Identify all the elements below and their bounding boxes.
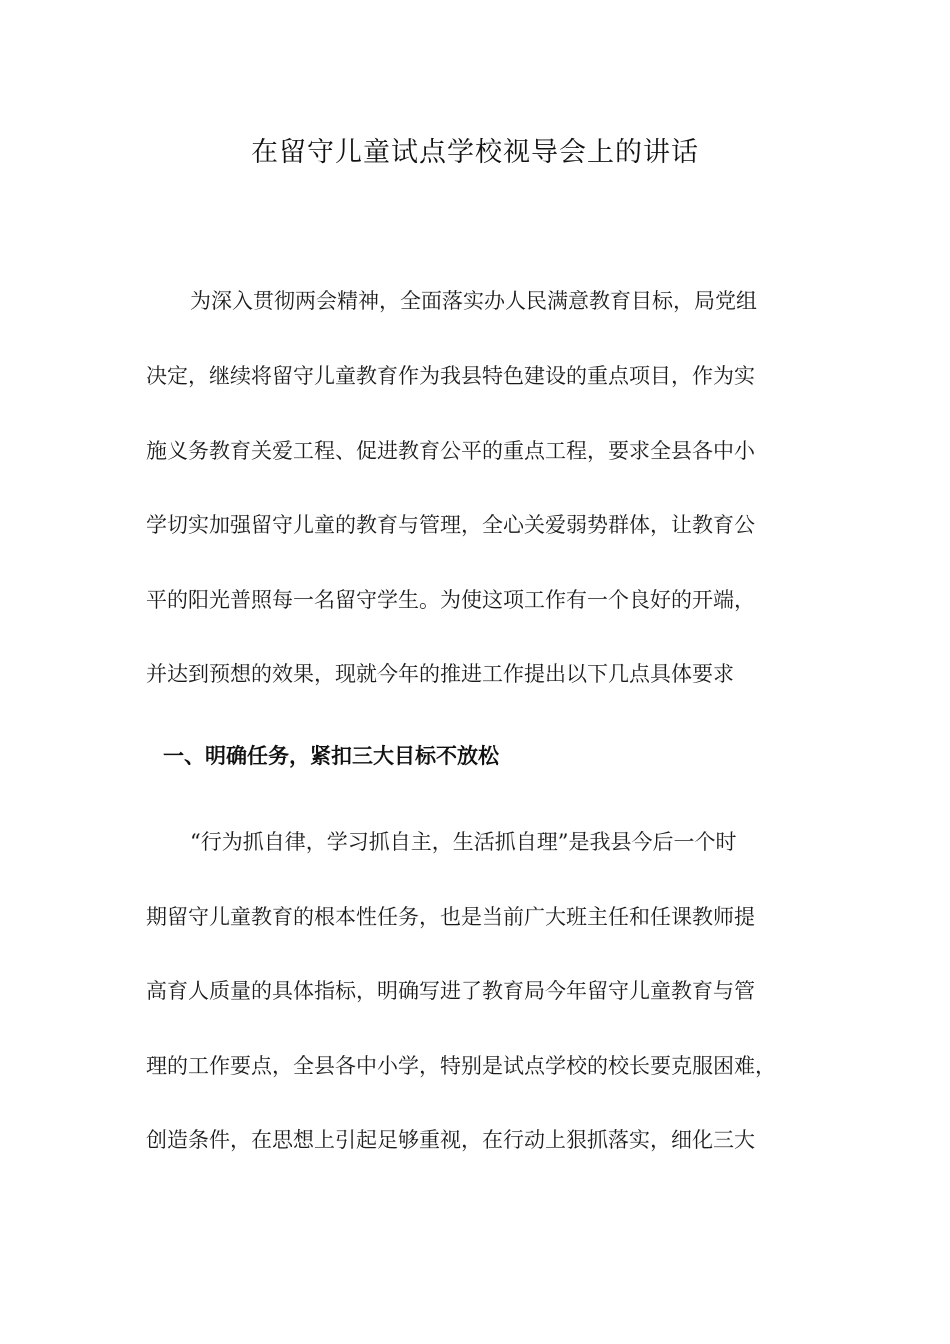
paragraph-line: 决定，继续将留守儿童教育作为我县特色建设的重点项目，作为实 [146,364,755,388]
section-heading: 一、明确任务，紧扣三大目标不放松 [163,744,499,768]
paragraph-line: 高育人质量的具体指标，明确写进了教育局今年留守儿童教育与管 [146,979,755,1003]
paragraph-line: “行为抓自律，学习抓自主，生活抓自理”是我县今后一个时 [190,830,737,854]
paragraph-line: 理的工作要点，全县各中小学，特别是试点学校的校长要克服困难， [146,1054,776,1078]
paragraph-line: 并达到预想的效果，现就今年的推进工作提出以下几点具体要求 [146,662,734,686]
paragraph-line: 期留守儿童教育的根本性任务，也是当前广大班主任和任课教师提 [146,905,755,929]
document-title: 在留守儿童试点学校视导会上的讲话 [251,137,699,168]
paragraph-line: 创造条件，在思想上引起足够重视，在行动上狠抓落实，细化三大 [146,1128,755,1152]
paragraph-line: 平的阳光普照每一名留守学生。为使这项工作有一个良好的开端， [146,588,755,612]
paragraph-line: 施义务教育关爱工程、促进教育公平的重点工程，要求全县各中小 [146,439,755,463]
paragraph-line: 为深入贯彻两会精神，全面落实办人民满意教育目标，局党组 [190,289,757,313]
paragraph-line: 学切实加强留守儿童的教育与管理，全心关爱弱势群体，让教育公 [146,513,755,537]
